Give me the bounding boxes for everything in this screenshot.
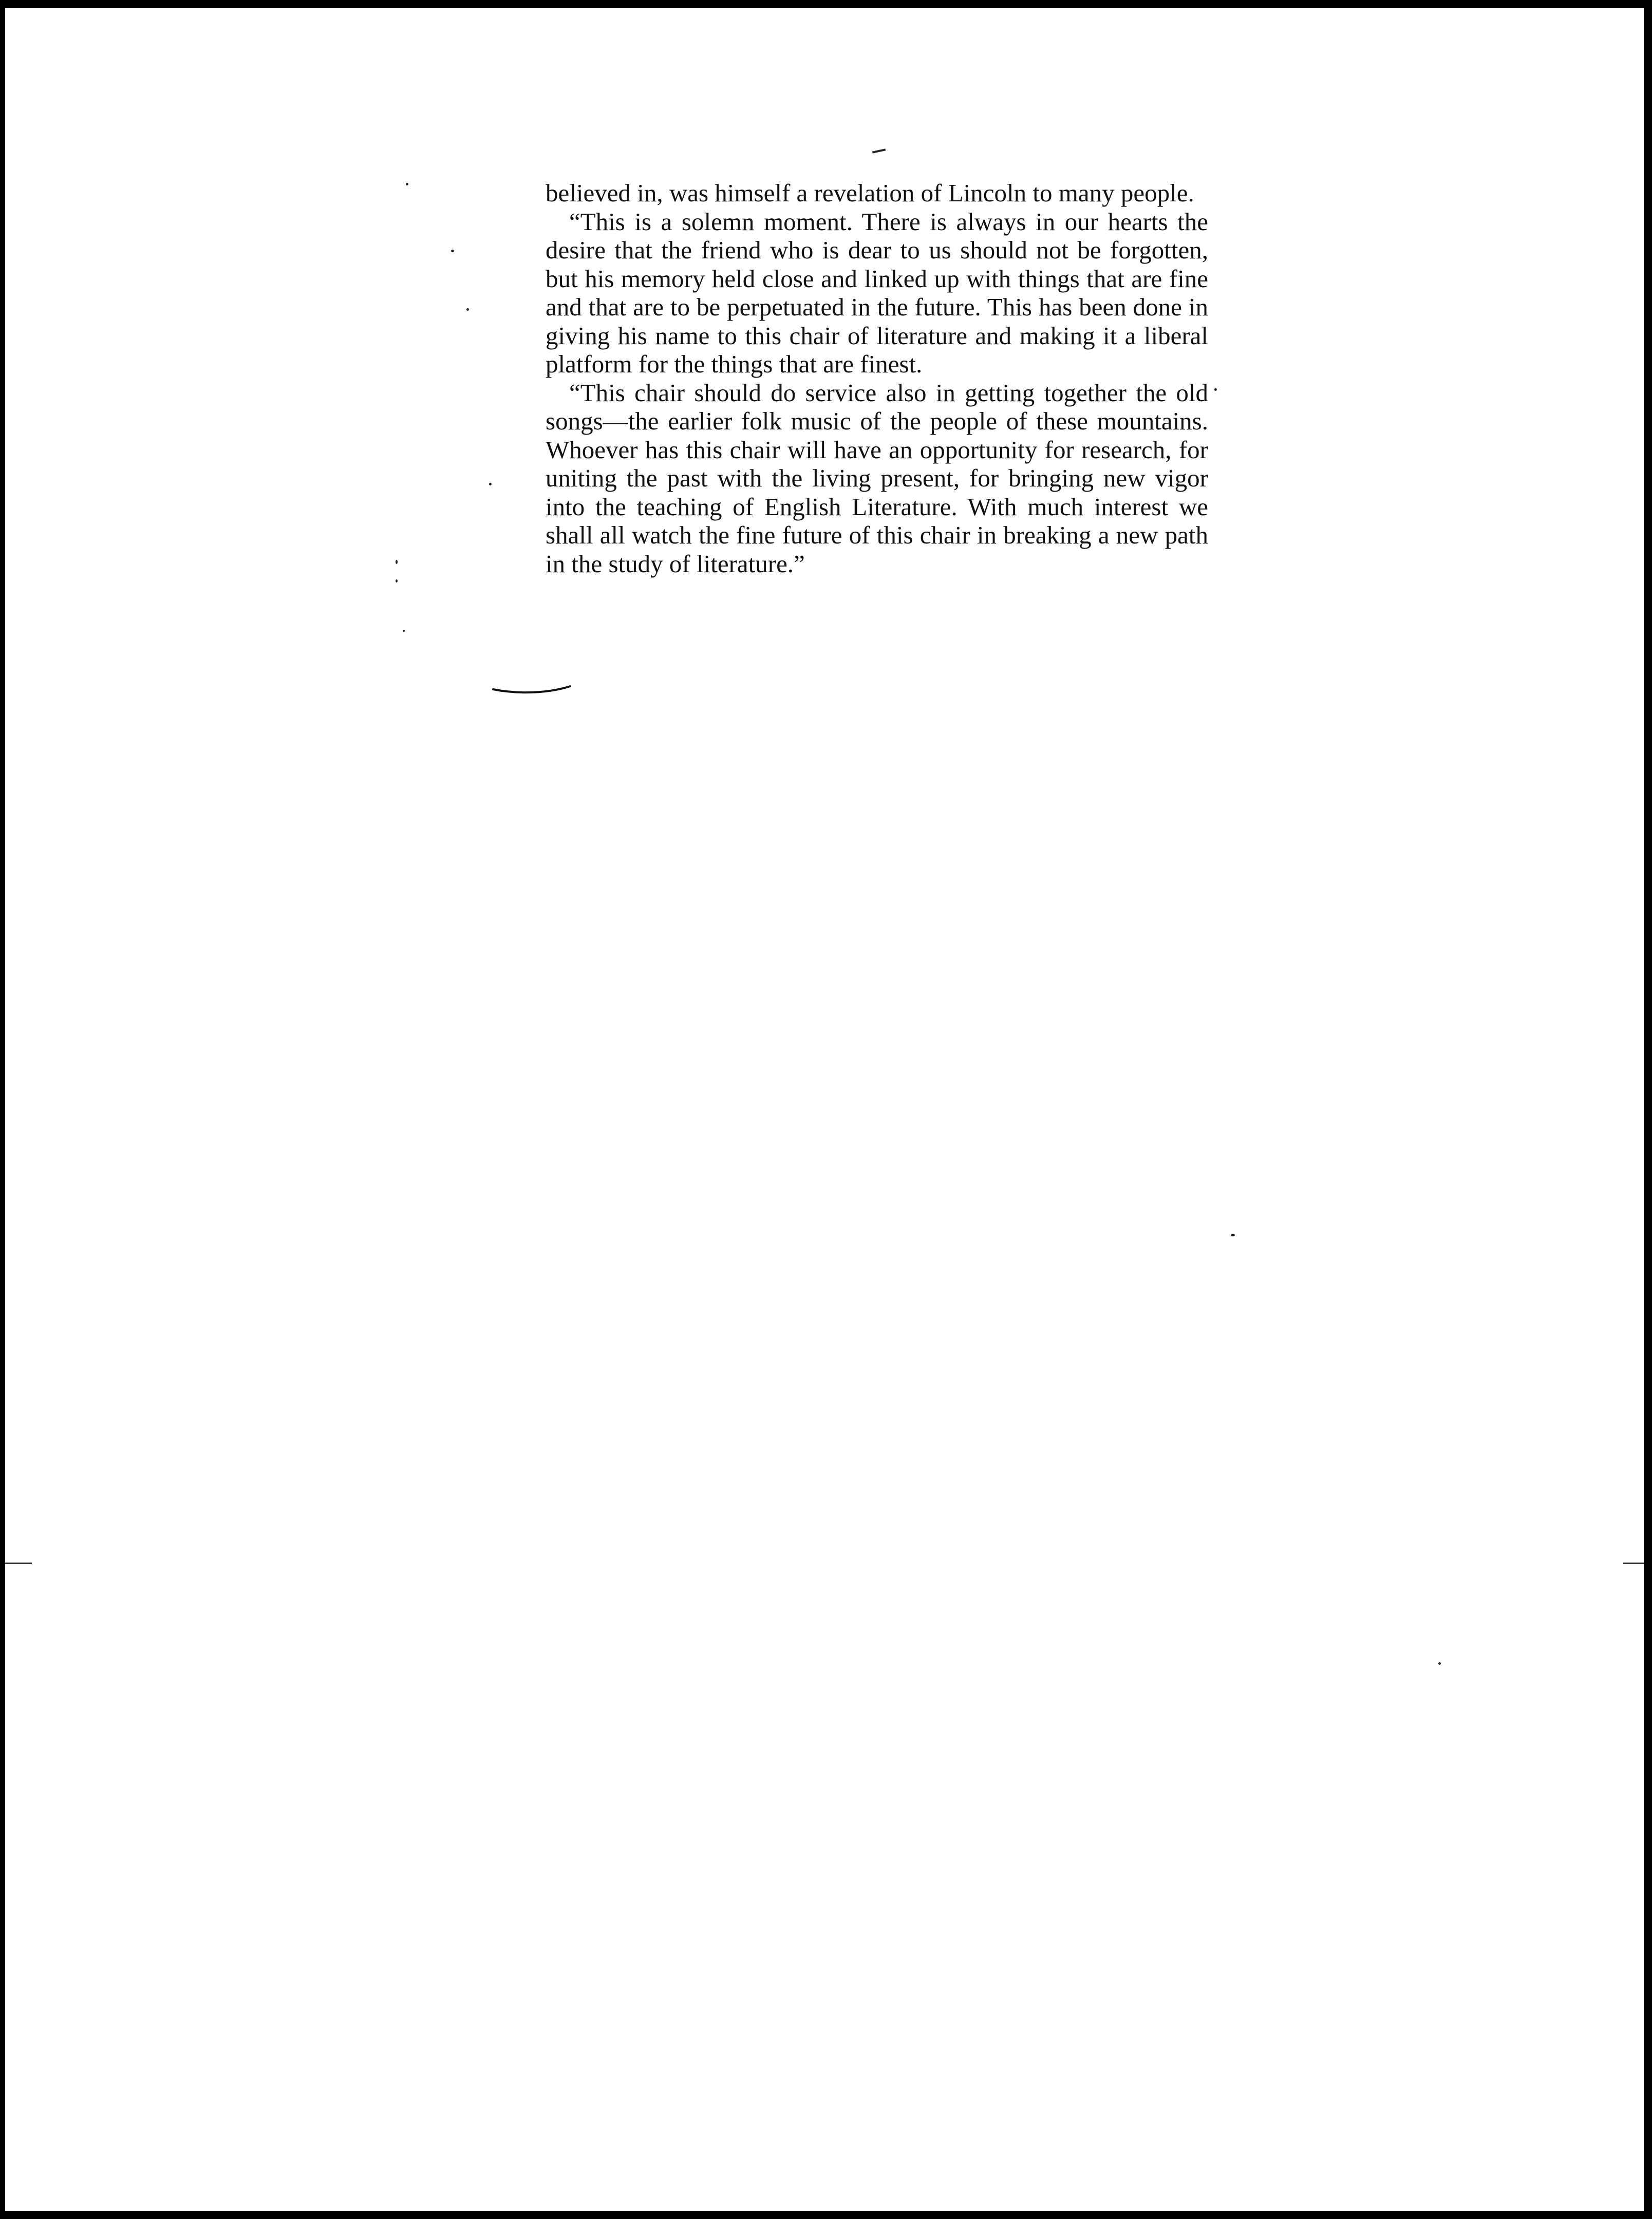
scan-edge-mark-right bbox=[1623, 1563, 1644, 1564]
paragraph-solemn-moment: “This is a solemn moment. There is always in our hearts the desire that the friend who is dear to us should not be forgotten, but his memory held close and linked up with things that are fine and that are to be perpetuated in the future. This has been done in giving his name to this chair of literature and making it a liberal platform for the things that are finest. bbox=[546, 207, 1208, 378]
scan-speck bbox=[396, 579, 398, 582]
scan-speck bbox=[451, 250, 454, 252]
paragraph-chair-service: “This chair should do service also in getting together the old songs—the earlier folk music of the people of these mountains. Whoever has this chair will have an opportunity for research, for uniting the past with the living present, for bringing new vigor into the teaching of English Literature. With much interest we shall all watch the fine future of this chair in breaking a new path in the study of literature.” bbox=[546, 378, 1208, 578]
scan-speck bbox=[1231, 1234, 1235, 1236]
scan-speck bbox=[1214, 388, 1217, 391]
body-text bbox=[546, 179, 1208, 578]
scan-speck bbox=[406, 183, 408, 185]
scan-mark-top bbox=[872, 148, 886, 153]
scan-speck bbox=[466, 308, 469, 311]
scan-speck bbox=[1438, 1662, 1441, 1665]
document-page bbox=[5, 8, 1644, 2211]
scan-speck bbox=[396, 560, 398, 564]
paragraph-continuation: believed in, was himself a revelation of Lincoln to many people. bbox=[546, 179, 1194, 207]
scan-speck bbox=[403, 630, 405, 632]
scan-edge-mark-left bbox=[5, 1563, 32, 1564]
scan-speck bbox=[489, 483, 492, 485]
